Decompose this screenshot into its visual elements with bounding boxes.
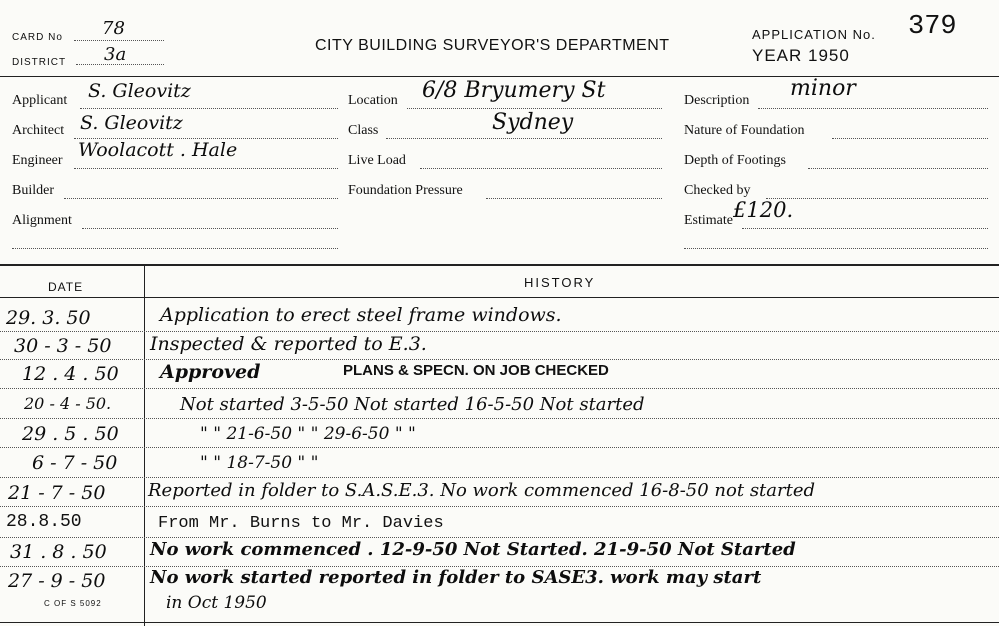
row-date: 20 - 4 - 50. bbox=[24, 394, 112, 413]
row-continuation: in Oct 1950 bbox=[166, 593, 267, 613]
architect-value: S. Gleovitz bbox=[80, 112, 183, 134]
architect-label: Architect bbox=[12, 123, 65, 138]
department-title: CITY BUILDING SURVEYOR'S DEPARTMENT bbox=[315, 37, 670, 54]
alignment-label: Alignment bbox=[12, 213, 72, 228]
engineer-line bbox=[74, 168, 338, 169]
row-date: 21 - 7 - 50 bbox=[8, 482, 106, 504]
engineer-label: Engineer bbox=[12, 153, 63, 168]
row-entry: Not started 3-5-50 Not started 16-5-50 Not started bbox=[180, 394, 645, 415]
class-value: Sydney bbox=[492, 110, 574, 135]
row-line bbox=[0, 447, 999, 448]
application-number: 379 bbox=[908, 12, 957, 42]
row-date: 29 . 5 . 50 bbox=[22, 423, 119, 445]
checked-by-label: Checked by bbox=[684, 183, 751, 198]
foundation-pressure-label: Foundation Pressure bbox=[348, 183, 463, 198]
district-label: DISTRICT bbox=[12, 57, 67, 68]
date-column-divider bbox=[144, 264, 145, 626]
approval-stamp: PLANS & SPECN. ON JOB CHECKED bbox=[343, 362, 609, 379]
foundation-pressure-line bbox=[486, 198, 662, 199]
alignment-line-2 bbox=[12, 248, 338, 249]
row-entry: No work started reported in folder to SASE3. work may start bbox=[150, 567, 762, 588]
nature-of-foundation-label: Nature of Foundation bbox=[684, 123, 805, 138]
estimate-line-2 bbox=[684, 248, 988, 249]
row-date: 6 - 7 - 50 bbox=[32, 452, 118, 474]
form-code: C OF S 5092 bbox=[44, 599, 102, 608]
class-line bbox=[386, 138, 662, 139]
table-top-border bbox=[0, 264, 999, 266]
nature-line bbox=[832, 138, 988, 139]
row-line bbox=[0, 506, 999, 507]
row-line bbox=[0, 418, 999, 419]
builder-label: Builder bbox=[12, 183, 54, 198]
row-entry: No work commenced . 12-9-50 Not Started. 21-9-50 Not Started bbox=[150, 539, 796, 560]
card-no-value: 78 bbox=[102, 18, 125, 39]
year-label: YEAR 1950 bbox=[752, 46, 850, 65]
builder-line bbox=[64, 198, 338, 199]
estimate-line bbox=[742, 228, 988, 229]
location-value: 6/8 Bryumery St bbox=[422, 78, 606, 103]
row-line bbox=[0, 388, 999, 389]
row-date: 12 . 4 . 50 bbox=[22, 363, 119, 385]
row-line bbox=[0, 331, 999, 332]
location-label: Location bbox=[348, 93, 398, 108]
row-entry: Approved bbox=[160, 361, 261, 383]
depth-line bbox=[808, 168, 988, 169]
row-line bbox=[0, 477, 999, 478]
row-date: 31 . 8 . 50 bbox=[10, 541, 107, 563]
bottom-border bbox=[0, 622, 999, 623]
row-line bbox=[0, 359, 999, 360]
location-line bbox=[407, 108, 662, 109]
row-date: 29. 3. 50 bbox=[6, 307, 91, 329]
date-header: DATE bbox=[48, 280, 84, 294]
description-value: minor bbox=[790, 76, 856, 101]
estimate-label: Estimate bbox=[684, 213, 733, 228]
applicant-line bbox=[80, 108, 338, 109]
card-no-label: CARD No bbox=[12, 32, 63, 43]
estimate-value: £120. bbox=[733, 198, 794, 222]
row-entry: " " 21-6-50 " " 29-6-50 " " bbox=[200, 424, 416, 444]
row-date: 30 - 3 - 50 bbox=[14, 335, 112, 357]
row-entry: Application to erect steel frame windows. bbox=[160, 304, 562, 326]
depth-of-footings-label: Depth of Footings bbox=[684, 153, 786, 168]
live-load-label: Live Load bbox=[348, 153, 406, 168]
row-entry: " " 18-7-50 " " bbox=[200, 453, 319, 473]
application-label: APPLICATION No. bbox=[752, 27, 876, 42]
description-label: Description bbox=[684, 93, 750, 108]
checked-line bbox=[766, 198, 988, 199]
live-load-line bbox=[420, 168, 662, 169]
row-entry: Reported in folder to S.A.S.E.3. No work commenced 16-8-50 not started bbox=[148, 480, 816, 501]
row-date: 27 - 9 - 50 bbox=[8, 570, 106, 592]
row-entry: Inspected & reported to E.3. bbox=[150, 333, 427, 355]
class-label: Class bbox=[348, 123, 379, 138]
row-entry: From Mr. Burns to Mr. Davies bbox=[158, 514, 444, 533]
card-no-line bbox=[74, 40, 164, 41]
description-line bbox=[758, 108, 988, 109]
header-row-border bbox=[0, 297, 999, 298]
applicant-label: Applicant bbox=[12, 93, 68, 108]
applicant-value: S. Gleovitz bbox=[88, 80, 191, 102]
row-line bbox=[0, 537, 999, 538]
engineer-value: Woolacott . Hale bbox=[78, 139, 238, 161]
row-date: 28.8.50 bbox=[6, 512, 82, 532]
history-header: HISTORY bbox=[524, 275, 596, 290]
alignment-line bbox=[82, 228, 338, 229]
district-value: 3a bbox=[104, 44, 127, 65]
